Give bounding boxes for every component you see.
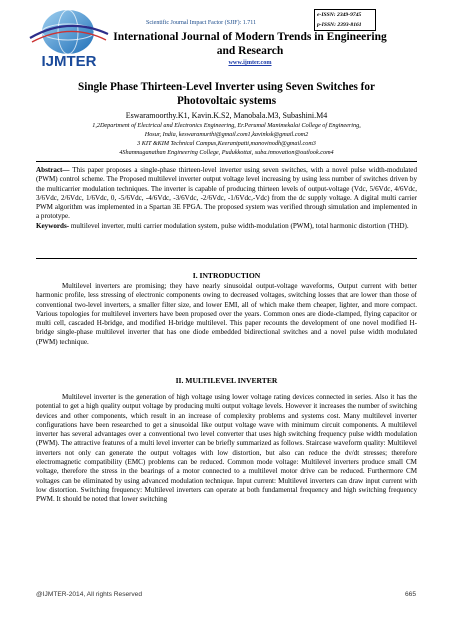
section-heading-introduction: I. INTRODUCTION [192, 271, 261, 280]
paper-title-line1: Single Phase Thirteen-Level Inverter using Seven Switches for [78, 81, 375, 93]
abstract-text: This paper proposes a single-phase thirteen-level inverter using seven switches, with a novel pulse width-modulated (PWM) control scheme. The Proposed multilevel inverter output voltage level increasing by using less number of switches driven by the multicarrier modulation techniques. The inverter is capable of producing thirteen levels of output-voltage (Vdc, 5/6Vdc, 4/6Vdc, 3/6Vdc, 2/6Vdc, 1/6Vdc, 0, -5/6Vdc, -4/6Vdc, -3/6Vdc, -2/6Vdc, -1/6Vdc,-Vdc) from the dc supply voltage. A digital multi carrier PWM algorithm was implemented in a Spartan 3E FPGA. The proposed system was verified through simulation and implemented in a prototype. [36, 166, 417, 221]
sjif-line: Scientific Journal Impact Factor (SJIF): 1.711 [146, 20, 257, 26]
journal-website-link[interactable]: www.ijmter.com [228, 59, 272, 66]
divider-top [36, 161, 417, 162]
page-number: 665 [404, 591, 416, 598]
multilevel-inverter-paragraph: Multilevel inverter is the generation of high voltage using lower voltage rating devices connected in series. Also it has the potential to get a high quality output voltage by producing multi output voltage levels. However it increases the number of switching devices and other components, which result in an increase of complexity problems and systems cost. Many multilevel inverter configurations have been researched to get a sinusoidal like output voltage wave with minimum circuit components. A multilevel inverter has several advantages over a conventional two level converter that uses high switching frequency pulse width modulation (PWM). The attractive features of a multi level inverter can be briefly summarized as follows. Staircase waveform quality: Multilevel inverters not only can generate the output voltages with low distortion, but also can reduce the dv/dt stresses; therefore electromagnetic compatibility (EMC) problems can be reduced. Common mode voltage: Multilevel inverters produce small CM voltage, therefore the stress in the bearings of a motor connected to a multilevel motor drive can be reduced. Furthermore CM voltages can be eliminated by using advanced modulation technique. Input current: Multilevel inverters can draw input current with low distortion. Switching frequency: Multilevel inverters can operate at both fundamental frequency and high switching frequency PWM. It should be noted that lower switching [36, 393, 417, 504]
introduction-body [36, 282, 417, 347]
introduction-paragraph: Multilevel inverters are promising; they have nearly sinusoidal output-voltage waveforms, Output current with better harmonic profile, less stressing of electronic components owing to decreased voltages, switching losses that are lower than those of conventional two-level inverters, a smaller filter size, and lower EMI, all of which make them cheaper, lighter, and more compact. Various topologies for multilevel inverters have been proposed over the years. Common ones are diode-clamped, flying capacitor or multi cell, cascaded H-bridge, and modified H-bridge multilevel. This paper recounts the development of one novel modified H-bridge single-phase multilevel inverter that has one diode embedded bidirectional switches and a novel pulse width modulated (PWM) technique. [36, 282, 417, 346]
e-issn: e-ISSN: 2349-9745 [317, 12, 362, 18]
affiliation-1: 1,2Department of Electrical and Electronics Engineering, Er.Perumal Manimekalai College of Engineering, [92, 122, 361, 129]
affiliation-4: 4Shanmuganathan Engineering College, Pudukkottai, suba.innovation@outlook.com4 [119, 149, 334, 156]
paper-title [40, 80, 413, 108]
multilevel-inverter-body [36, 393, 417, 505]
section-heading-multilevel-inverter: II. MULTILEVEL INVERTER [175, 376, 278, 385]
affiliation-3: 3 KIT &KIM Technical Campus,Keeranipatti,manovinodh@gmail.com3 [137, 140, 316, 147]
issn-box [314, 9, 376, 31]
keywords-label: Keywords- [36, 221, 70, 230]
p-issn: p-ISSN: 2393-8161 [317, 22, 362, 28]
abstract-label: Abstract— [36, 166, 70, 174]
divider-bottom [36, 258, 417, 259]
ijmter-logo [22, 8, 116, 72]
affiliation-2: Hosur, India, keswaramurthi@gmail.com1,kavinksk@gmail.com2 [144, 131, 309, 138]
journal-title [110, 30, 390, 58]
paper-authors: Eswaramoorthy.K1, Kavin.K.S2, Manobala.M3, Subashini.M4 [125, 111, 328, 120]
abstract-block [36, 166, 417, 231]
logo-text: IJMTER [41, 53, 97, 70]
journal-title-line2: and Research [216, 45, 284, 57]
footer-copyright: @IJMTER-2014, All rights Reserved [36, 591, 143, 598]
keywords-text: multilevel inverter, multi carrier modulation system, pulse width-modulation (PWM), total harmonic distortion (THD). [69, 221, 409, 230]
paper-title-line2: Photovoltaic systems [176, 95, 277, 107]
journal-title-line1: International Journal of Modern Trends in Engineering [113, 31, 387, 43]
